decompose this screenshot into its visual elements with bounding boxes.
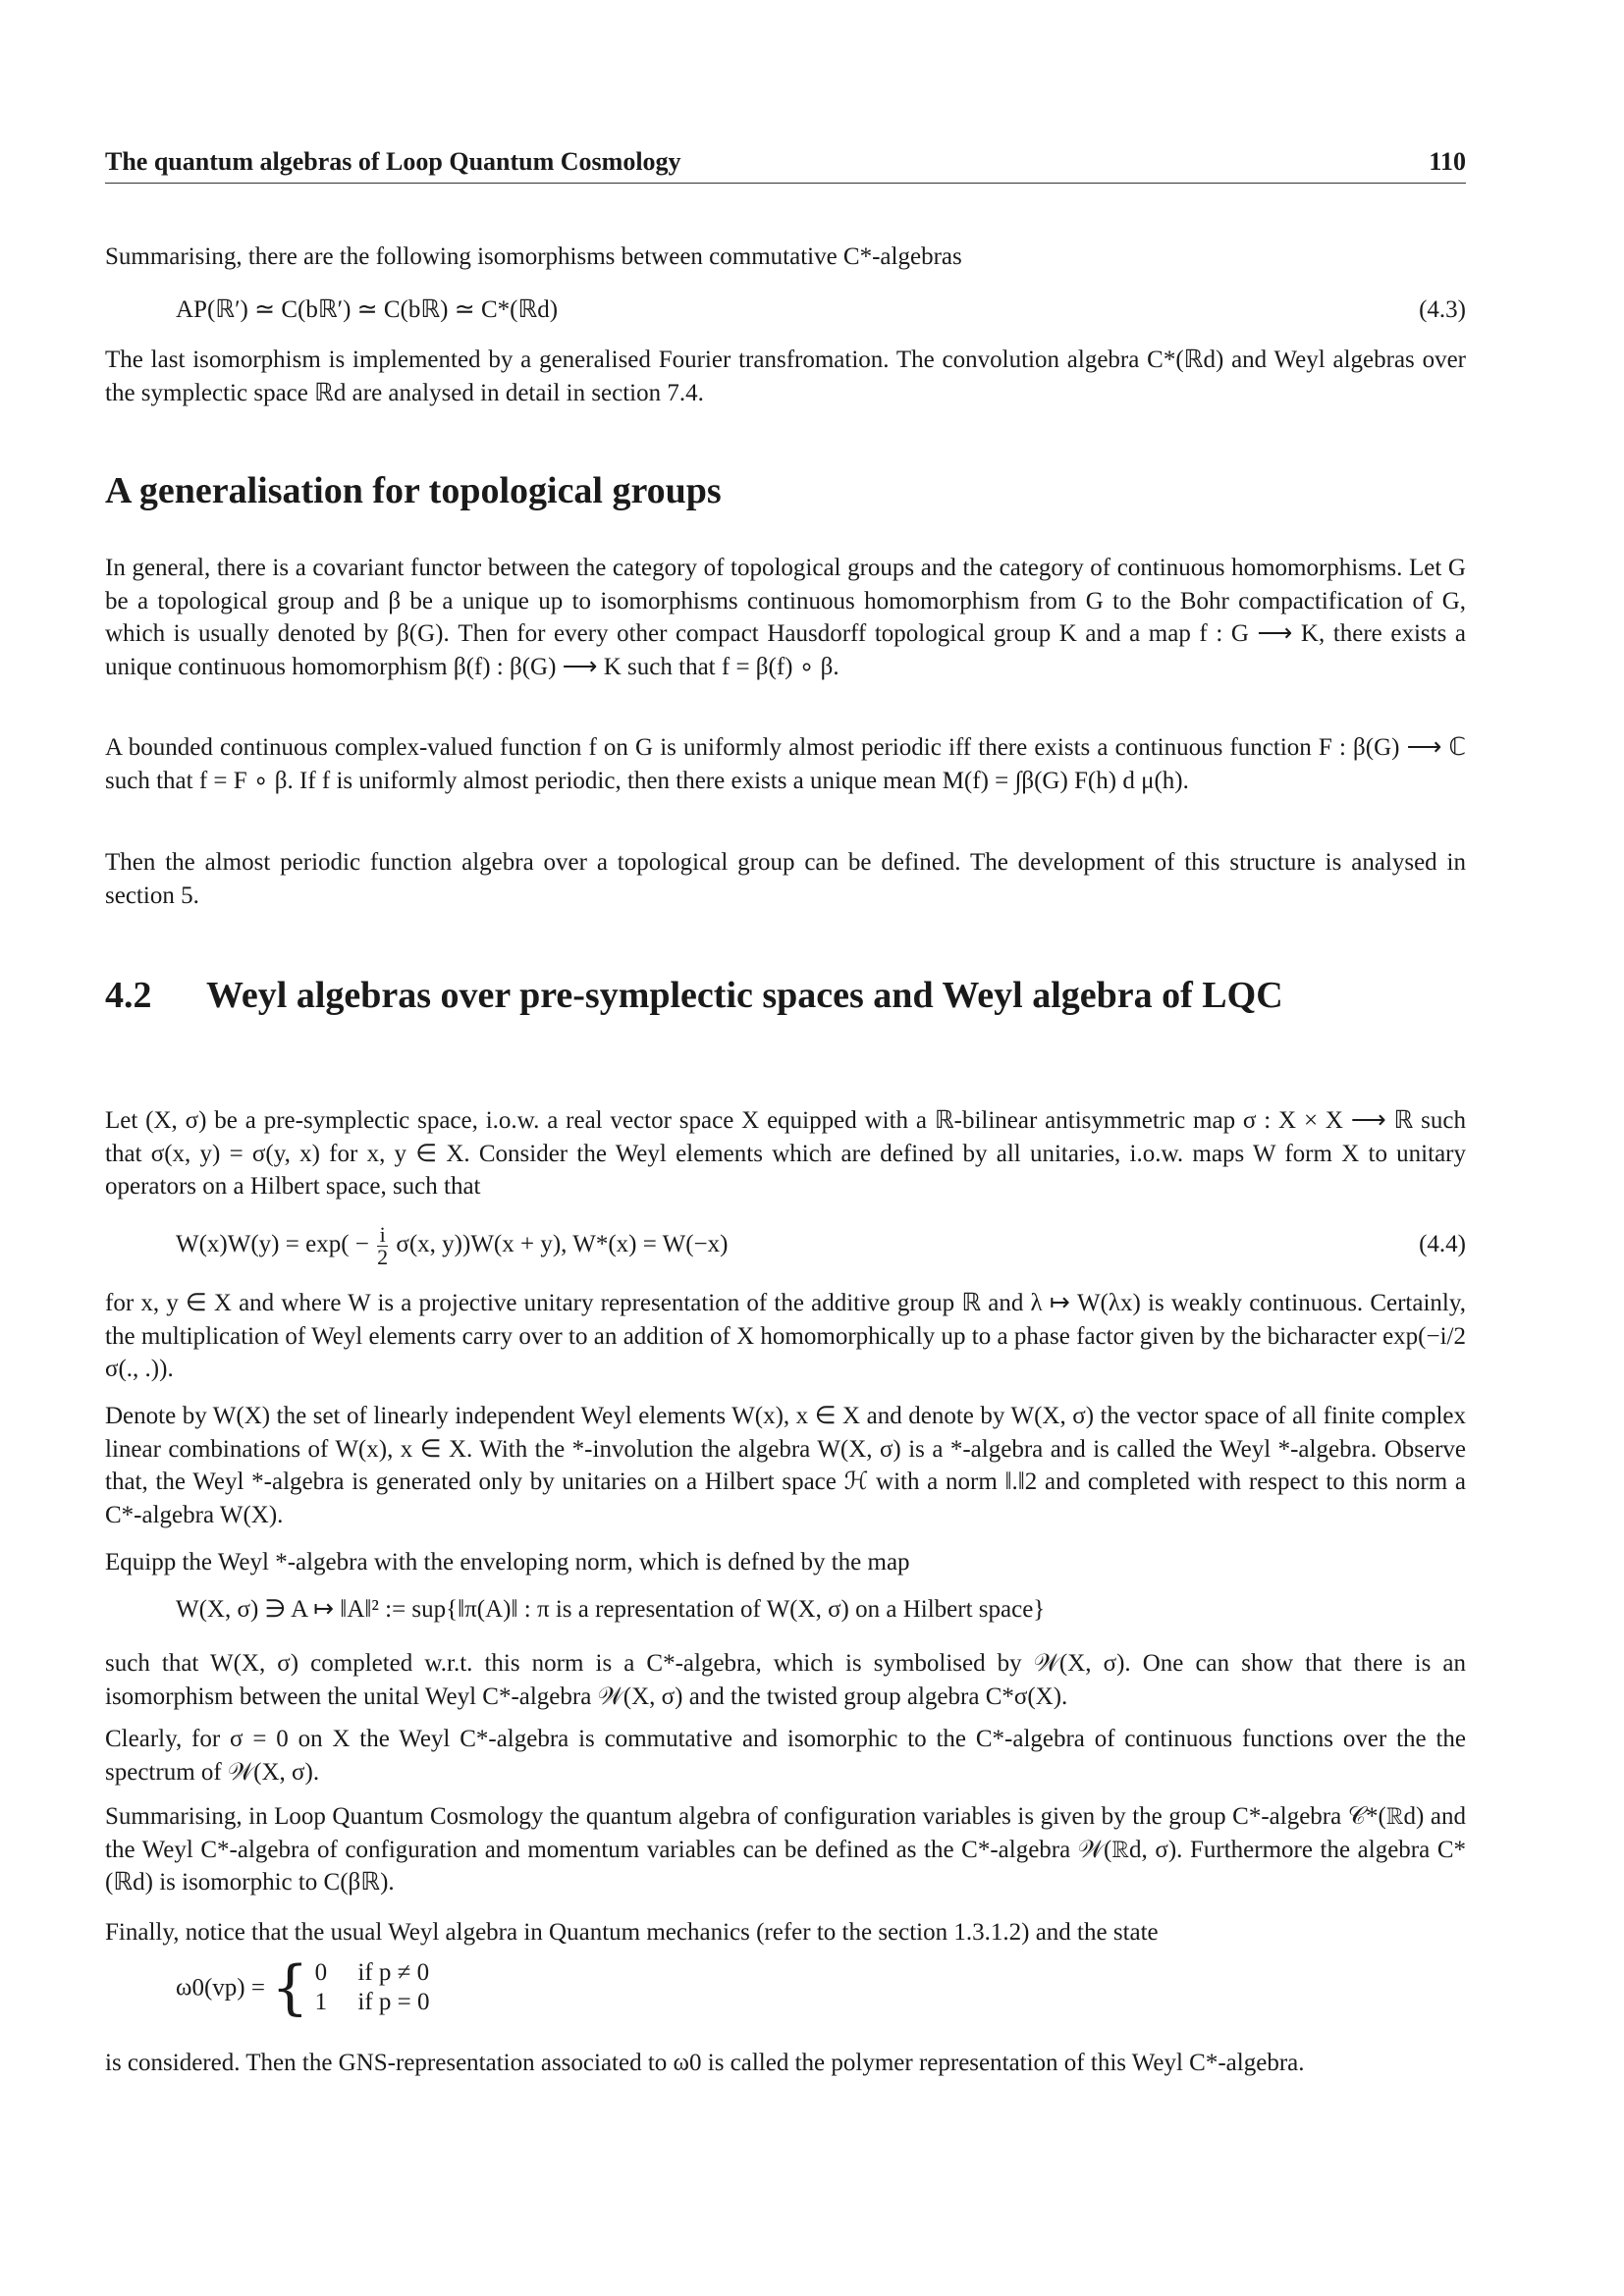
paragraph-c-star-completion: such that W(X, σ) completed w.r.t. this norm is a C*-algebra, which is symbolised by 𝒲(X, σ). One can show that there is an isomorphism between the unital Weyl C*-algebra 𝒲(X, σ) and the twisted group algebra C*σ(X). <box>105 1650 1466 1710</box>
section-heading-4-2 <box>105 972 1466 1019</box>
equation-4-4-fraction <box>377 1224 388 1268</box>
paragraph-gns: is considered. Then the GNS-representation associated to ω0 is called the polymer representation of this Weyl C*-algebra. <box>105 2050 1305 2076</box>
fraction-numerator: i <box>379 1222 386 1247</box>
running-title: The quantum algebras of Loop Quantum Cosmology <box>105 147 681 176</box>
section-heading-generalisation <box>105 467 1466 514</box>
equation-state-left: ω0(vp) = <box>176 1974 265 2002</box>
paragraph-algebra-defined: Then the almost periodic function algebra over a topological group can be defined. The development of this structure is analysed in section 5. <box>105 849 1466 909</box>
paragraph-almost-periodic: A bounded continuous complex-valued function f on G is uniformly almost periodic iff there exists a continuous function F : β(G) ⟶ ℂ such that f = F ∘ β. If f is uniformly almost periodic, then there exists a unique mean M(f) = ∫β(G) F(h) d μ(h). <box>105 734 1466 794</box>
case-row-1 <box>315 1958 430 1988</box>
equation-4-3-body: AP(ℝ′) ≃ C(bℝ′) ≃ C(bℝ) ≃ C*(ℝd) <box>176 296 559 323</box>
equation-4-4-label: (4.4) <box>1419 1231 1466 1257</box>
equation-4-4 <box>176 1224 1466 1273</box>
equation-4-3 <box>176 294 1466 326</box>
equation-4-4-left: W(x)W(y) = exp( <box>176 1231 350 1258</box>
case-1-value: 0 <box>314 1959 328 1986</box>
equation-4-4-minus: − <box>354 1231 369 1258</box>
paragraph-projective-rep: for x, y ∈ X and where W is a projective unitary representation of the additive group ℝ and λ ↦ W(λx) is weakly continuous. Certainly, the multiplication of Weyl elements carry over to an addition of X homomorphically up to a phase factor given by the bicharacter exp(−i/2 σ(., .)). <box>105 1290 1466 1382</box>
running-header <box>105 147 1466 184</box>
paragraph-commutative: Clearly, for σ = 0 on X the Weyl C*-algebra is commutative and isomorphic to the C*-algebra of continuous functions over the the spectrum of 𝒲(X, σ). <box>105 1726 1466 1786</box>
left-brace-icon: { <box>271 1953 309 2022</box>
paragraph-lqc-summary: Summarising, in Loop Quantum Cosmology the quantum algebra of configuration variables is given by the group C*-algebra 𝒞*(ℝd) and the Weyl C*-algebra of configuration and momentum variables can be defined as the C*-algebra 𝒲(ℝd, σ). Furthermore the algebra C*(ℝd) is isomorphic to C(βℝ). <box>105 1803 1466 1896</box>
paragraph-weyl-elements: Denote by W(X) the set of linearly independent Weyl elements W(x), x ∈ X and denote by W(X, σ) the vector space of all finite complex linear combinations of W(x), x ∈ X. With the *-involution the algebra W(X, σ) is a *-algebra and is called the Weyl *-algebra. Observe that, the Weyl *-algebra is generated only by unitaries on a Hilbert space ℋ with a norm ‖.‖2 and completed with respect to this norm a C*-algebra W(X). <box>105 1403 1466 1528</box>
equation-state <box>176 1953 1466 2027</box>
paragraph-usual-weyl: Finally, notice that the usual Weyl algebra in Quantum mechanics (refer to the section 1.3.1.2) and the state <box>105 1919 1159 1946</box>
paragraph-pre-symplectic: Let (X, σ) be a pre-symplectic space, i.o.w. a real vector space X equipped with a ℝ-bilinear antisymmetric map σ : X × X ⟶ ℝ such that σ(x, y) = σ(y, x) for x, y ∈ X. Consider the Weyl elements which are defined by all unitaries, i.o.w. maps W form X to unitary operators on a Hilbert space, such that <box>105 1107 1466 1200</box>
case-1-condition: if p ≠ 0 <box>357 1959 430 1986</box>
equation-4-4-right: σ(x, y))W(x + y), W*(x) = W(−x) <box>396 1231 729 1258</box>
case-2-value: 1 <box>314 1989 328 2015</box>
intro-summary: Summarising, there are the following isomorphisms between commutative C*-algebras <box>105 243 962 270</box>
equation-norm-body: W(X, σ) ∋ A ↦ ‖A‖² := sup{‖π(A)‖ : π is a representation of W(X, σ) on a Hilbert space} <box>176 1596 1046 1623</box>
fraction-denominator: 2 <box>377 1245 389 1269</box>
section-heading-generalisation-text: A generalisation for topological groups <box>105 470 722 511</box>
section-title: Weyl algebras over pre-symplectic spaces and Weyl algebra of LQC <box>206 975 1283 1016</box>
paragraph-functor: In general, there is a covariant functor between the category of topological groups and the category of continuous homomorphisms. Let G be a topological group and β be a unique up to isomorphisms continuous homomorphism from G to the Bohr compactification of G, which is usually denoted by β(G). Then for every other compact Hausdorff topological group K and a map f : G ⟶ K, there exists a unique continuous homomorphism β(f) : β(G) ⟶ K such that f = β(f) ∘ β. <box>105 555 1466 680</box>
case-2-condition: if p = 0 <box>357 1989 430 2015</box>
page-number: 110 <box>1429 147 1466 176</box>
equation-4-3-label: (4.3) <box>1419 296 1466 323</box>
paragraph-enveloping-norm: Equipp the Weyl *-algebra with the enveloping norm, which is defned by the map <box>105 1549 910 1575</box>
section-number: 4.2 <box>105 975 152 1016</box>
case-row-2 <box>315 1988 430 2017</box>
cases-block <box>315 1958 430 2017</box>
intro-after: The last isomorphism is implemented by a generalised Fourier transfromation. The convolution algebra C*(ℝd) and Weyl algebras over the symplectic space ℝd are analysed in detail in section 7.4. <box>105 347 1466 406</box>
equation-norm <box>176 1593 1466 1626</box>
